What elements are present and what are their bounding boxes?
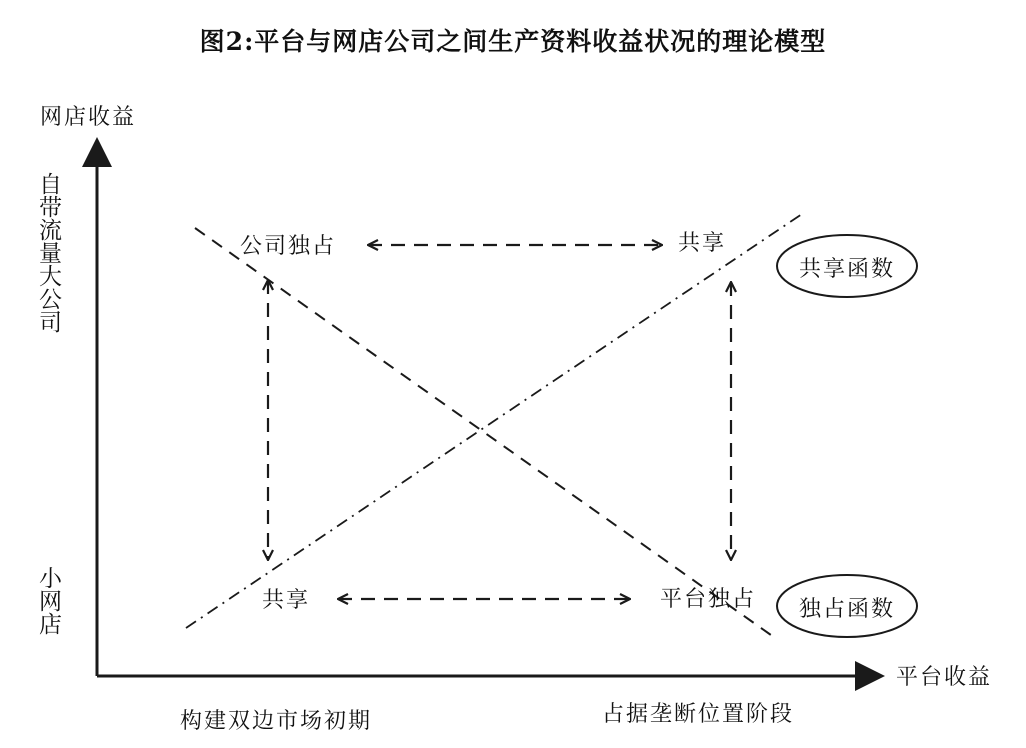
y-axis-top-label: 自带流量大公司 xyxy=(35,172,61,333)
x-axis-label: 平台收益 xyxy=(896,665,993,690)
sharing-function-label: 共享函数 xyxy=(798,257,895,282)
sharing-function-line xyxy=(186,214,802,628)
node-bottom-right-label: 平台独占 xyxy=(660,587,757,612)
node-top-left-label: 公司独占 xyxy=(240,234,337,259)
y-axis-label: 网店收益 xyxy=(40,105,137,130)
figure-title: 图2:平台与网店公司之间生产资料收益状况的理论模型 xyxy=(199,27,827,56)
x-axis-left-label: 构建双边市场初期 xyxy=(180,709,373,734)
x-axis-right-label: 占据垄断位置阶段 xyxy=(602,702,795,727)
node-top-right-label: 共享 xyxy=(678,231,727,256)
node-bottom-left-label: 共享 xyxy=(262,588,311,613)
monopoly-function-label: 独占函数 xyxy=(798,597,895,622)
y-axis-bottom-label: 小网店 xyxy=(35,566,61,635)
